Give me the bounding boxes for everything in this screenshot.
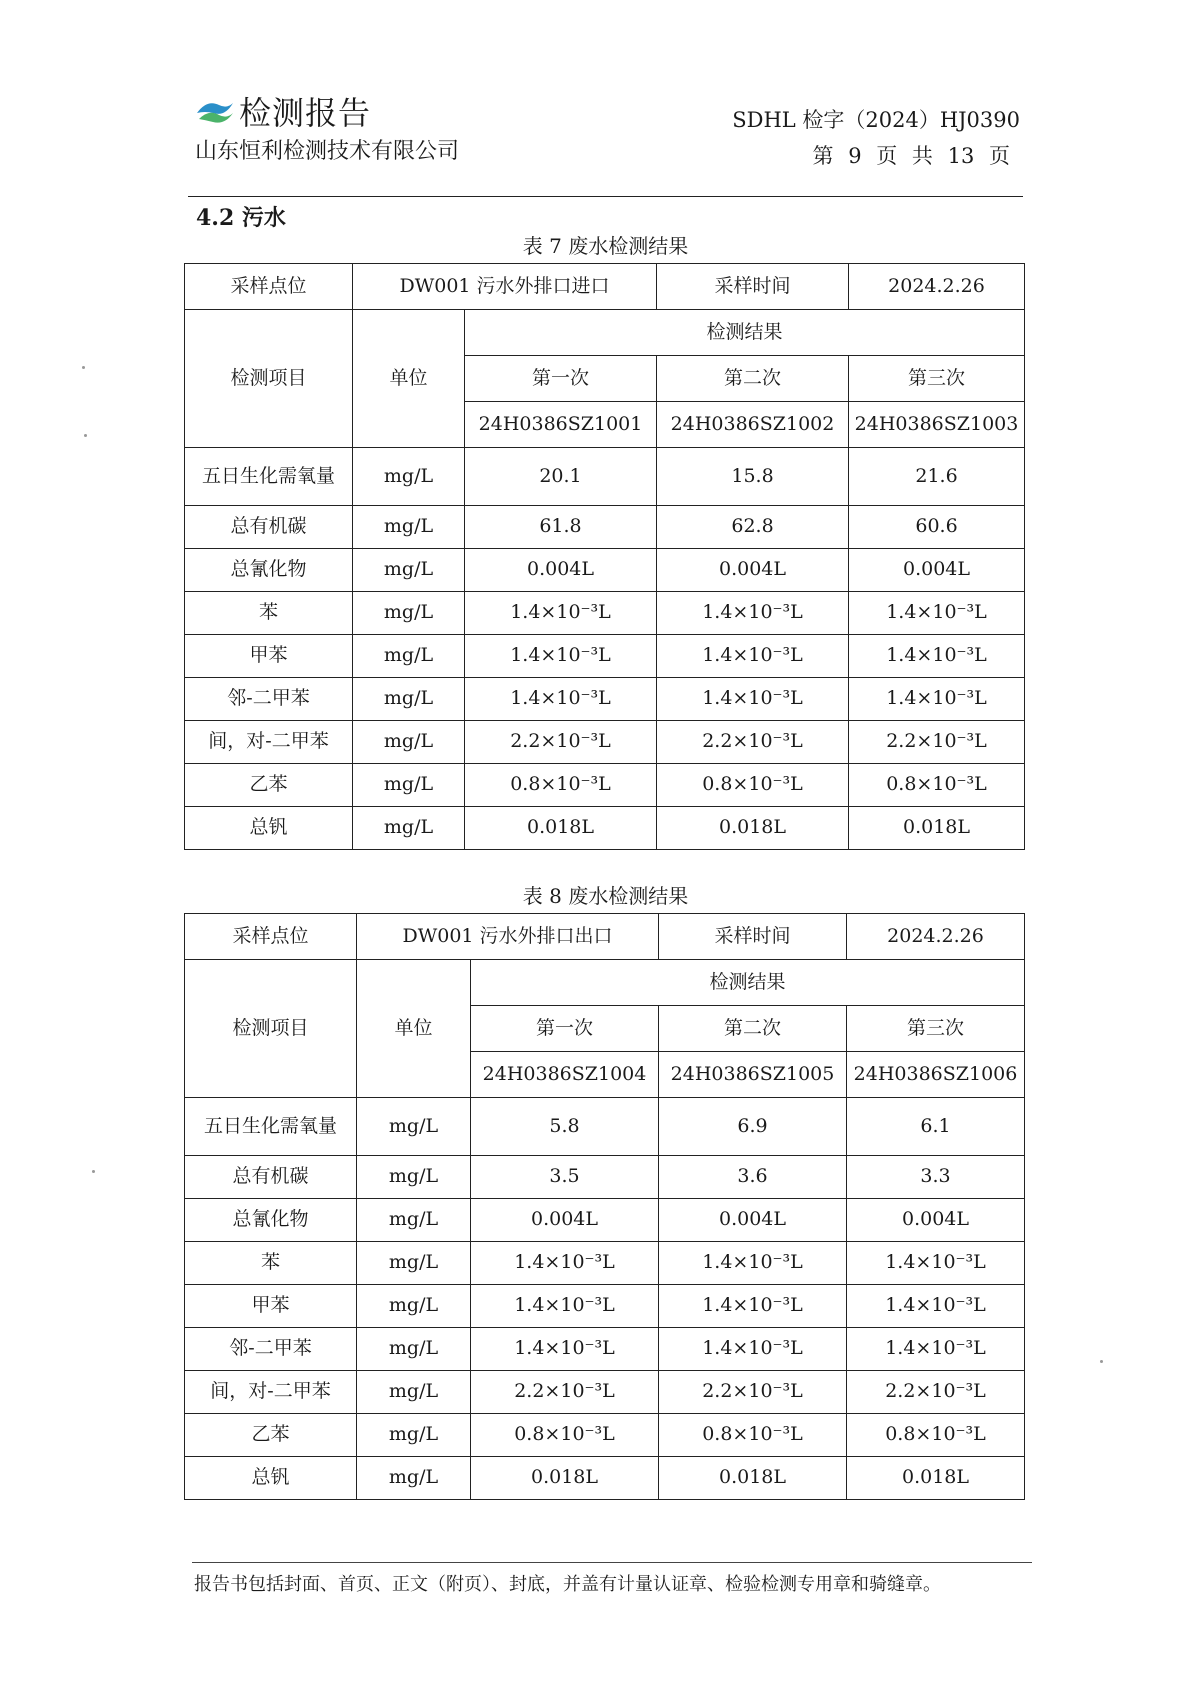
result-value: 62.8 [657, 506, 849, 549]
table-row [185, 1098, 1025, 1156]
sampling-time: 2024.2.26 [849, 264, 1025, 310]
result-value: 2.2×10⁻³L [847, 1371, 1025, 1414]
result-value: 0.018L [657, 807, 849, 850]
label-test-results: 检测结果 [465, 310, 1025, 356]
result-value: 0.018L [465, 807, 657, 850]
table-body [185, 448, 1025, 850]
sampling-time: 2024.2.26 [847, 914, 1025, 960]
report-header-left [195, 88, 371, 134]
result-value: 1.4×10⁻³L [659, 1242, 847, 1285]
result-value: 1.4×10⁻³L [659, 1285, 847, 1328]
table-row [185, 678, 1025, 721]
unit: mg/L [357, 1199, 471, 1242]
result-value: 0.018L [847, 1457, 1025, 1500]
table-row [185, 506, 1025, 549]
test-item: 甲苯 [185, 1285, 357, 1328]
unit: mg/L [357, 1457, 471, 1500]
table-caption: 表 8 废水检测结果 [522, 884, 689, 908]
sample-id: 24H0386SZ1004 [471, 1052, 659, 1098]
sample-id: 24H0386SZ1002 [657, 402, 849, 448]
round-header: 第三次 [847, 1006, 1025, 1052]
round-header: 第二次 [659, 1006, 847, 1052]
test-item: 苯 [185, 1242, 357, 1285]
section-title: 4.2 污水 [196, 205, 286, 231]
footer-divider [192, 1562, 1032, 1563]
result-value: 1.4×10⁻³L [471, 1285, 659, 1328]
result-value: 0.004L [659, 1199, 847, 1242]
result-value: 6.1 [847, 1098, 1025, 1156]
unit: mg/L [357, 1285, 471, 1328]
label-test-item: 检测项目 [185, 310, 353, 448]
result-value: 0.8×10⁻³L [465, 764, 657, 807]
document-number: SDHL 检字（2024）HJ0390 [732, 108, 1020, 132]
scan-speck [84, 434, 87, 437]
result-value: 20.1 [465, 448, 657, 506]
test-item: 总有机碳 [185, 1156, 357, 1199]
unit: mg/L [353, 448, 465, 506]
scan-speck [92, 1170, 95, 1173]
sampling-point: DW001 污水外排口出口 [357, 914, 659, 960]
results-table-inlet [184, 263, 1025, 850]
unit: mg/L [357, 1414, 471, 1457]
table-row [185, 549, 1025, 592]
test-item: 间，对-二甲苯 [185, 1371, 357, 1414]
round-header: 第一次 [471, 1006, 659, 1052]
test-item: 总钒 [185, 807, 353, 850]
result-value: 0.8×10⁻³L [657, 764, 849, 807]
result-value: 0.004L [847, 1199, 1025, 1242]
test-item: 甲苯 [185, 635, 353, 678]
unit: mg/L [353, 635, 465, 678]
result-value: 2.2×10⁻³L [471, 1371, 659, 1414]
table-row [185, 1414, 1025, 1457]
unit: mg/L [353, 549, 465, 592]
result-value: 0.018L [471, 1457, 659, 1500]
result-value: 61.8 [465, 506, 657, 549]
scan-speck [82, 366, 85, 369]
test-item: 五日生化需氧量 [185, 1098, 357, 1156]
result-value: 0.8×10⁻³L [659, 1414, 847, 1457]
result-value: 1.4×10⁻³L [849, 678, 1025, 721]
result-value: 1.4×10⁻³L [847, 1242, 1025, 1285]
results-table-outlet [184, 913, 1025, 1500]
header-divider [188, 196, 1023, 197]
test-item: 邻-二甲苯 [185, 1328, 357, 1371]
unit: mg/L [357, 1156, 471, 1199]
test-item: 乙苯 [185, 1414, 357, 1457]
result-value: 0.8×10⁻³L [847, 1414, 1025, 1457]
result-value: 1.4×10⁻³L [849, 635, 1025, 678]
table-row [185, 1285, 1025, 1328]
table-row [185, 635, 1025, 678]
result-value: 1.4×10⁻³L [847, 1328, 1025, 1371]
result-value: 2.2×10⁻³L [465, 721, 657, 764]
result-value: 3.5 [471, 1156, 659, 1199]
unit: mg/L [353, 764, 465, 807]
label-sampling-point: 采样点位 [185, 264, 353, 310]
test-item: 乙苯 [185, 764, 353, 807]
result-value: 0.004L [657, 549, 849, 592]
table-body [185, 1098, 1025, 1500]
result-value: 1.4×10⁻³L [847, 1285, 1025, 1328]
result-value: 1.4×10⁻³L [657, 592, 849, 635]
scan-speck [1100, 1360, 1103, 1363]
test-item: 总钒 [185, 1457, 357, 1500]
test-item: 间，对-二甲苯 [185, 721, 353, 764]
unit: mg/L [353, 721, 465, 764]
table-row [185, 1328, 1025, 1371]
round-header: 第二次 [657, 356, 849, 402]
result-value: 60.6 [849, 506, 1025, 549]
result-value: 2.2×10⁻³L [849, 721, 1025, 764]
result-value: 3.6 [659, 1156, 847, 1199]
result-value: 1.4×10⁻³L [849, 592, 1025, 635]
unit: mg/L [353, 592, 465, 635]
table-row [185, 592, 1025, 635]
result-value: 1.4×10⁻³L [659, 1328, 847, 1371]
test-item: 五日生化需氧量 [185, 448, 353, 506]
result-value: 2.2×10⁻³L [657, 721, 849, 764]
result-value: 21.6 [849, 448, 1025, 506]
result-value: 0.018L [659, 1457, 847, 1500]
company-name: 山东恒利检测技术有限公司 [195, 139, 460, 164]
result-value: 15.8 [657, 448, 849, 506]
table-row [185, 764, 1025, 807]
result-value: 0.8×10⁻³L [849, 764, 1025, 807]
label-test-item: 检测项目 [185, 960, 357, 1098]
page-info: 第 9 页 共 13 页 [812, 144, 1010, 168]
sample-id: 24H0386SZ1005 [659, 1052, 847, 1098]
table-row [185, 1242, 1025, 1285]
test-item: 总有机碳 [185, 506, 353, 549]
unit: mg/L [357, 1242, 471, 1285]
result-value: 1.4×10⁻³L [465, 592, 657, 635]
result-value: 1.4×10⁻³L [471, 1328, 659, 1371]
unit: mg/L [357, 1098, 471, 1156]
test-item: 总氰化物 [185, 1199, 357, 1242]
table-row [185, 807, 1025, 850]
unit: mg/L [357, 1328, 471, 1371]
table-row [185, 721, 1025, 764]
round-header: 第三次 [849, 356, 1025, 402]
result-value: 0.004L [849, 549, 1025, 592]
result-value: 0.004L [465, 549, 657, 592]
result-value: 0.8×10⁻³L [471, 1414, 659, 1457]
sample-id: 24H0386SZ1006 [847, 1052, 1025, 1098]
sample-id: 24H0386SZ1001 [465, 402, 657, 448]
result-value: 1.4×10⁻³L [471, 1242, 659, 1285]
sample-id: 24H0386SZ1003 [849, 402, 1025, 448]
test-item: 邻-二甲苯 [185, 678, 353, 721]
label-test-results: 检测结果 [471, 960, 1025, 1006]
result-value: 0.018L [849, 807, 1025, 850]
test-item: 苯 [185, 592, 353, 635]
sampling-point: DW001 污水外排口进口 [353, 264, 657, 310]
label-sampling-time: 采样时间 [657, 264, 849, 310]
unit: mg/L [357, 1371, 471, 1414]
table-row [185, 1199, 1025, 1242]
unit: mg/L [353, 678, 465, 721]
company-logo-icon [195, 95, 235, 127]
result-value: 1.4×10⁻³L [657, 635, 849, 678]
table-row [185, 1371, 1025, 1414]
label-unit: 单位 [357, 960, 471, 1098]
label-sampling-point: 采样点位 [185, 914, 357, 960]
footer-note: 报告书包括封面、首页、正文（附页）、封底，并盖有计量认证章、检验检测专用章和骑缝章。 [194, 1574, 941, 1595]
label-sampling-time: 采样时间 [659, 914, 847, 960]
result-value: 0.004L [471, 1199, 659, 1242]
report-title: 检测报告 [239, 94, 372, 132]
round-header: 第一次 [465, 356, 657, 402]
result-value: 1.4×10⁻³L [465, 635, 657, 678]
test-item: 总氰化物 [185, 549, 353, 592]
unit: mg/L [353, 506, 465, 549]
table-row [185, 1457, 1025, 1500]
result-value: 5.8 [471, 1098, 659, 1156]
table-row [185, 448, 1025, 506]
result-value: 1.4×10⁻³L [657, 678, 849, 721]
table-row [185, 1156, 1025, 1199]
result-value: 2.2×10⁻³L [659, 1371, 847, 1414]
unit: mg/L [353, 807, 465, 850]
result-value: 3.3 [847, 1156, 1025, 1199]
label-unit: 单位 [353, 310, 465, 448]
table-caption: 表 7 废水检测结果 [522, 234, 689, 258]
result-value: 6.9 [659, 1098, 847, 1156]
result-value: 1.4×10⁻³L [465, 678, 657, 721]
